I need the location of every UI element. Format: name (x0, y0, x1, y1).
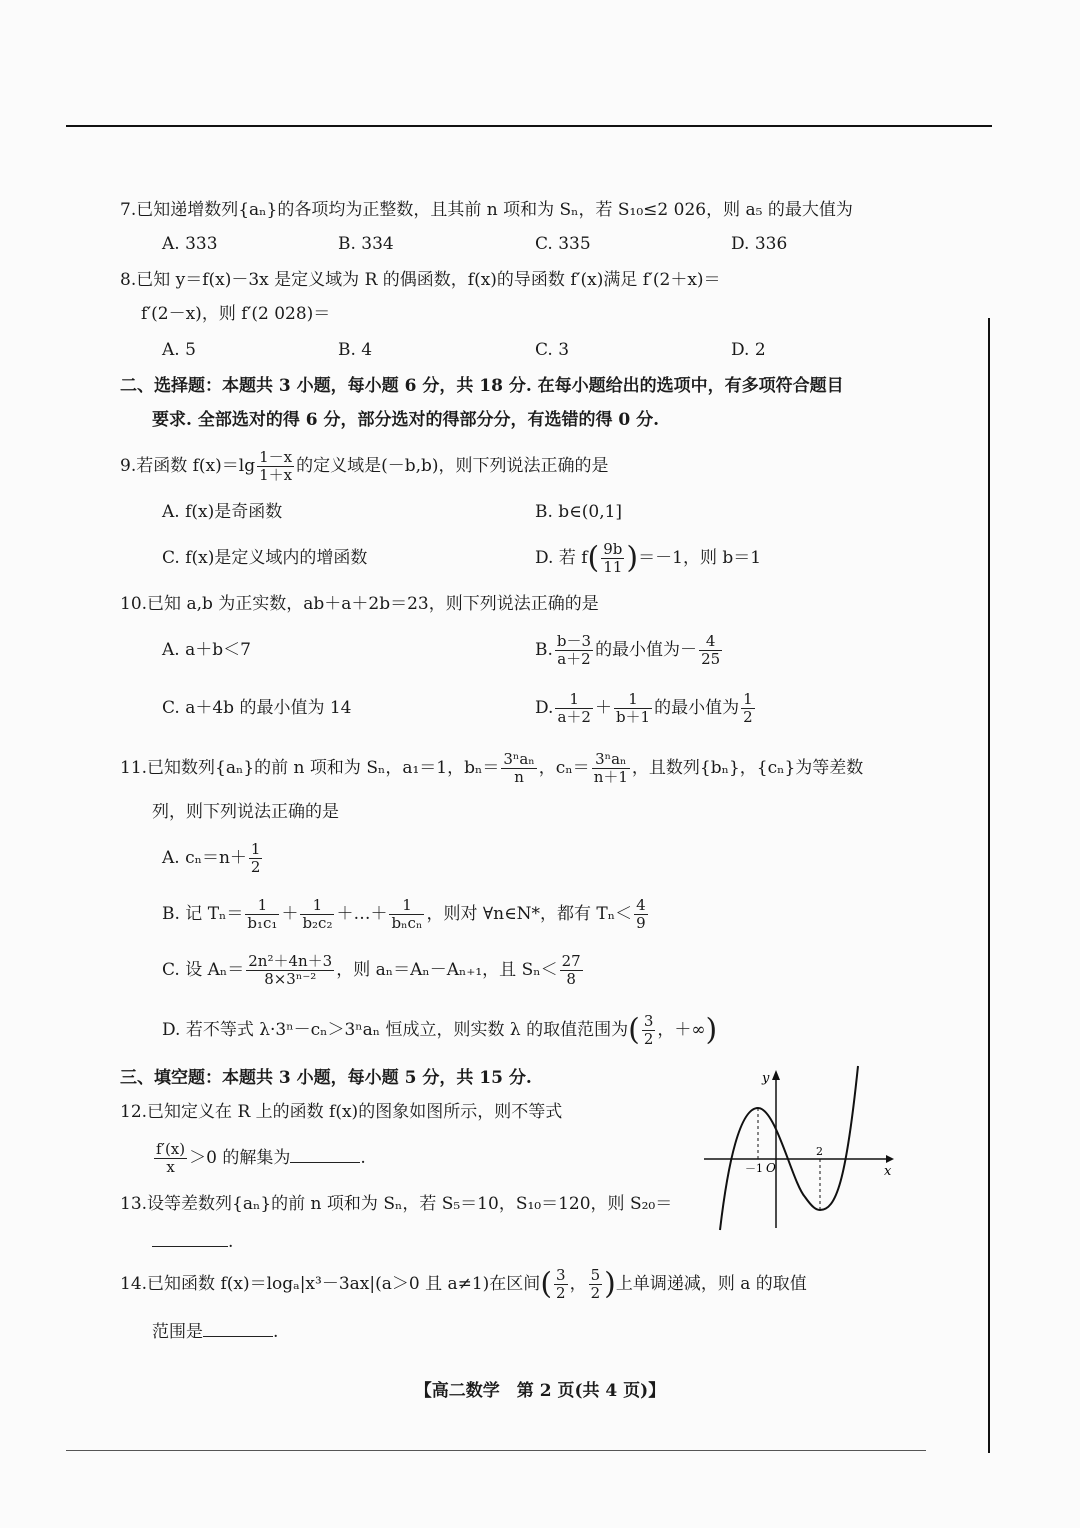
q11-stem-line1 (120, 748, 863, 788)
q13-end: . (228, 1232, 234, 1252)
q11-b-num: 3ⁿaₙ (503, 750, 535, 768)
q10-option-c: C. a＋4b 的最小值为 14 (162, 698, 352, 718)
q11-b-den: n (514, 768, 524, 786)
q10-b-mid: 的最小值为－ (595, 640, 698, 660)
q11-b-t1-num: 1 (245, 897, 279, 915)
q8-option-d: D. 2 (731, 340, 766, 360)
q14-stem-pre: 14.已知函数 f(x)＝logₐ|x³－3ax|(a＞0 且 a≠1)在区间 (120, 1274, 541, 1294)
graph-curve (720, 1066, 858, 1230)
q11-b-post: ，则对 ∀n∈N*，都有 Tₙ＜ (426, 904, 633, 924)
q11-b-tn (389, 897, 424, 932)
q11-b-bound-den: 9 (636, 914, 646, 932)
q9-option-a: A. f(x)是奇函数 (162, 502, 283, 522)
q10-option-d (535, 688, 757, 728)
q11-b-bound (634, 897, 648, 932)
q14-den1: 2 (556, 1284, 566, 1302)
q7-stem: 7.已知递增数列{aₙ}的各项均为正整数，且其前 n 项和为 Sₙ，若 S₁₀≤2 026，则 a₅ 的最大值为 (120, 200, 853, 220)
q10-b-num: b－3 (556, 632, 592, 650)
q11-b-plus: ＋ (281, 904, 299, 924)
q14-stem-line2 (152, 1320, 278, 1344)
q11-b-tn-num: 1 (389, 897, 424, 915)
q11-c-frac-a (246, 953, 334, 988)
q12-stem-line1: 12.已知定义在 R 上的函数 f(x)的图象如图所示，则不等式 (120, 1102, 563, 1122)
q11-b-tn-den: bₙcₙ (391, 914, 423, 932)
q9-d-post: ＝－1，则 b＝1 (638, 548, 762, 568)
q10-b-den: a＋2 (557, 650, 591, 668)
section2-heading-line2: 要求. 全部选对的得 6 分，部分选对的得部分分，有选错的得 0 分. (152, 410, 660, 430)
q12-frac-den: x (166, 1158, 175, 1176)
q10-d-frac1 (555, 691, 593, 726)
graph-x-label: x (884, 1164, 892, 1179)
q7-option-b: B. 334 (338, 234, 394, 254)
q11-a-den: 2 (250, 858, 261, 876)
q14-frac2 (589, 1267, 603, 1302)
q9-option-b: B. b∈(0,1] (535, 502, 623, 522)
q10-b-pre: B. (535, 640, 553, 660)
q12-answer-blank[interactable] (290, 1146, 360, 1163)
q11-c-bound (560, 953, 583, 988)
q10-d-plus: ＋ (594, 698, 612, 718)
q9-stem (120, 446, 609, 486)
q11-c-pre: C. 设 Aₙ＝ (162, 960, 245, 980)
q11-d-den: 2 (643, 1030, 654, 1048)
q8-option-b: B. 4 (338, 340, 373, 360)
graph-tick-2: 2 (816, 1145, 823, 1158)
q10-b-frac2 (699, 633, 722, 668)
graph-y-arrow (772, 1070, 780, 1080)
q11-stem-post: ，且数列{bₙ}，{cₙ}为等差数 (631, 758, 864, 778)
q11-stem-mid: ，cₙ＝ (538, 758, 590, 778)
q11-b-t2-den: b₂c₂ (302, 914, 333, 932)
q10-d-pre: D. (535, 698, 554, 718)
q14-rparen: ) (604, 1266, 616, 1302)
q14-end: . (273, 1322, 279, 1342)
q10-d-num3: 1 (743, 690, 753, 708)
q11-d-pre: D. 若不等式 λ·3ⁿ－cₙ＞3ⁿaₙ 恒成立，则实数 λ 的取值范围为 (162, 1020, 629, 1040)
q11-b-t1-den: b₁c₁ (247, 914, 278, 932)
q9-stem-post: 的定义域是(－b,b)，则下列说法正确的是 (296, 456, 609, 476)
q8-option-c: C. 3 (535, 340, 570, 360)
q10-d-num2: 1 (614, 691, 652, 709)
q11-stem-line2: 列，则下列说法正确的是 (152, 802, 339, 822)
q11-d-rparen: ) (705, 1012, 718, 1048)
q14-answer-blank[interactable] (203, 1320, 273, 1337)
graph-tick-neg1: －1 (745, 1162, 763, 1175)
q11-d-num: 3 (643, 1012, 654, 1030)
q9-option-d (535, 536, 761, 581)
top-rule (66, 125, 992, 127)
q13-answer-blank[interactable] (152, 1230, 228, 1247)
q11-c-num: 3ⁿaₙ (592, 751, 630, 769)
q11-option-b (162, 894, 650, 934)
q14-lparen: ( (540, 1266, 553, 1302)
right-rule (988, 318, 990, 1453)
q9-d-fraction (601, 541, 624, 576)
q10-d-frac2 (614, 691, 652, 726)
q10-b-den2: 25 (701, 650, 721, 668)
q10-b-num2: 4 (699, 633, 722, 651)
q10-d-den1: a＋2 (557, 708, 591, 726)
q14-frac1 (554, 1267, 568, 1302)
q9-frac-den: 1＋x (259, 466, 293, 484)
q11-b-bound-num: 4 (636, 896, 646, 914)
q11-d-post: ，＋∞ (657, 1020, 706, 1040)
q14-num2: 5 (590, 1266, 601, 1284)
q10-d-frac3 (741, 691, 755, 726)
q7-option-d: D. 336 (731, 234, 788, 254)
q12-frac (154, 1141, 187, 1176)
q13-stem: 13.设等差数列{aₙ}的前 n 项和为 Sₙ，若 S₅＝10，S₁₀＝120，则 S₂₀＝ (120, 1194, 673, 1214)
q7-option-a: A. 333 (162, 234, 218, 254)
q11-c-bound-num: 27 (561, 952, 581, 970)
q11-b-dots: ＋…＋ (336, 904, 388, 924)
q11-c-bound-den: 8 (566, 970, 576, 988)
q9-fraction (257, 449, 294, 484)
q10-d-num1: 1 (555, 691, 593, 709)
q12-frac-num: f′(x) (156, 1140, 186, 1158)
graph-x-arrow (886, 1155, 894, 1163)
q7-option-c: C. 335 (535, 234, 591, 254)
q11-option-d (162, 1008, 717, 1053)
q9-d-den: 11 (603, 558, 623, 576)
q9-d-lparen: ( (587, 540, 600, 576)
q11-c-a-num: 2n²＋4n＋3 (248, 952, 333, 970)
q11-b-pre: B. 记 Tₙ＝ (162, 904, 244, 924)
graph-origin-label: O (766, 1161, 776, 1175)
q10-d-den3: 2 (743, 708, 753, 726)
q9-frac-num: 1－x (259, 448, 293, 466)
page-footer: 【高二数学 第 2 页(共 4 页)】 (414, 1381, 666, 1401)
q10-option-b (535, 630, 724, 670)
bottom-rule (66, 1450, 926, 1451)
q14-stem-post: 上单调递减，则 a 的取值 (615, 1274, 807, 1294)
q11-d-lparen: ( (628, 1012, 640, 1048)
q9-option-c: C. f(x)是定义域内的增函数 (162, 548, 368, 568)
q8-option-a: A. 5 (162, 340, 196, 360)
q10-d-den2: b＋1 (615, 708, 651, 726)
q14-stem2: 范围是 (152, 1322, 203, 1342)
q11-stem-pre: 11.已知数列{aₙ}的前 n 项和为 Sₙ，a₁＝1，bₙ＝ (120, 758, 500, 778)
q11-c-den: n＋1 (593, 768, 628, 786)
q10-option-a: A. a＋b＜7 (162, 640, 251, 660)
q12-end: . (360, 1148, 366, 1168)
function-graph (700, 1062, 900, 1232)
q14-num1: 3 (556, 1266, 566, 1284)
q11-c-post: ，则 aₙ＝Aₙ－Aₙ₊₁，且 Sₙ＜ (336, 960, 558, 980)
q12-stem-line2 (152, 1138, 366, 1178)
q11-a-pre: A. cₙ＝n＋ (162, 848, 247, 868)
q10-b-frac (555, 633, 593, 668)
q11-d-frac (642, 1013, 656, 1048)
q11-a-frac (249, 841, 263, 876)
q8-stem-line1: 8.已知 y＝f(x)－3x 是定义域为 R 的偶函数，f(x)的导函数 f′(x)满足 f′(2＋x)＝ (120, 270, 721, 290)
q11-option-a (162, 838, 264, 878)
q11-b-t1 (245, 897, 279, 932)
q11-a-num: 1 (250, 840, 261, 858)
section2-heading-line1: 二、选择题：本题共 3 小题，每小题 6 分，共 18 分. 在每小题给出的选项中，有多项符合题目 (120, 376, 844, 396)
q9-d-pre: D. 若 f (535, 548, 588, 568)
q11-option-c (162, 950, 585, 990)
q12-stem-post: ＞0 的解集为 (189, 1148, 291, 1168)
q13-blank-line (152, 1230, 233, 1254)
graph-y-label: y (762, 1071, 770, 1086)
section3-heading: 三、填空题：本题共 3 小题，每小题 5 分，共 15 分. (120, 1068, 532, 1088)
q9-d-rparen: ) (626, 540, 639, 576)
q10-stem: 10.已知 a,b 为正实数，ab＋a＋2b＝23，则下列说法正确的是 (120, 594, 599, 614)
q11-b-frac (501, 751, 536, 786)
q11-b-t2-num: 1 (300, 897, 334, 915)
q10-d-mid: 的最小值为 (654, 698, 740, 718)
q8-stem-line2: f′(2－x)，则 f′(2 028)＝ (141, 304, 331, 324)
q14-den2: 2 (590, 1284, 601, 1302)
q14-comma: ， (569, 1274, 587, 1294)
q11-c-a-den: 8×3ⁿ⁻² (264, 970, 317, 988)
q9-d-num: 9b (603, 540, 623, 558)
q11-b-t2 (300, 897, 334, 932)
q11-c-frac (592, 751, 630, 786)
q9-stem-pre: 9.若函数 f(x)＝lg (120, 456, 256, 476)
q14-stem-line1 (120, 1262, 807, 1307)
